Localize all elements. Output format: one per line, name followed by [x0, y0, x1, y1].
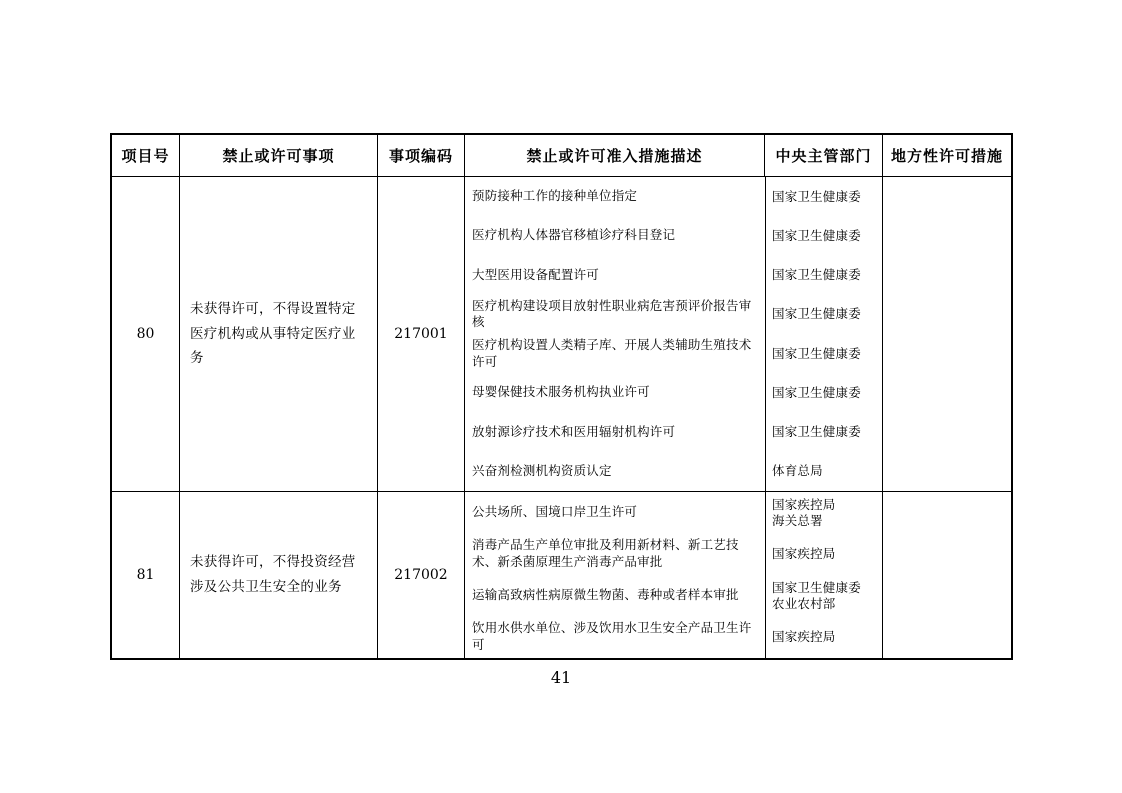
central-department-line: 国家卫生健康委 — [772, 227, 861, 243]
access-measures-table — [110, 133, 1013, 660]
header-central-department: 中央主管部门 — [765, 135, 883, 176]
measure-item — [465, 256, 882, 295]
header-measure-description: 禁止或许可准入措施描述 — [465, 135, 765, 176]
measures-cell — [465, 492, 883, 658]
measure-item — [465, 177, 882, 216]
central-department-line: 国家卫生健康委 — [772, 306, 861, 322]
measure-item — [465, 373, 882, 412]
page-number: 41 — [550, 668, 572, 687]
measure-item — [465, 492, 882, 534]
central-department — [765, 256, 882, 295]
matter-code: 217001 — [378, 177, 465, 491]
header-local-measures: 地方性许可措施 — [890, 147, 1003, 165]
central-department — [765, 413, 882, 452]
central-department-line: 国家卫生健康委 — [772, 345, 861, 361]
item-number: 80 — [112, 177, 180, 491]
central-department — [765, 534, 882, 576]
central-department-line: 国家卫生健康委 — [772, 188, 861, 204]
measure-description: 饮用水供水单位、涉及饮用水卫生安全产品卫生许可 — [472, 620, 752, 653]
central-department — [765, 177, 882, 216]
measure-item — [465, 334, 882, 373]
measure-item — [465, 534, 882, 576]
measure-description: 放射源诊疗技术和医用辐射机构许可 — [472, 423, 676, 439]
table-row — [112, 177, 1011, 492]
measure-item — [465, 575, 882, 617]
measure-description: 消毒产品生产单位审批及利用新材料、新工艺技术、新杀菌原理生产消毒产品审批 — [472, 537, 739, 570]
measure-description: 母婴保健技术服务机构执业许可 — [472, 384, 650, 400]
local-measures-cell — [883, 492, 1011, 658]
table-row — [112, 492, 1011, 658]
measure-description: 兴奋剂检测机构资质认定 — [472, 462, 612, 478]
measure-description: 医疗机构建设项目放射性职业病危害预评价报告审核 — [472, 297, 752, 330]
central-department — [765, 492, 882, 534]
central-department — [765, 452, 882, 491]
measure-description: 医疗机构设置人类精子库、开展人类辅助生殖技术许可 — [472, 336, 752, 369]
header-prohibit-permit-matter: 禁止或许可事项 — [180, 135, 378, 176]
matter-text — [180, 492, 378, 658]
central-department-line: 国家卫生健康委 — [772, 579, 861, 595]
measure-item — [465, 452, 882, 491]
header-item-no: 项目号 — [112, 135, 180, 176]
central-department-line: 国家疾控局 — [772, 629, 836, 645]
central-department-line: 国家卫生健康委 — [772, 267, 861, 282]
matter-text — [180, 177, 378, 491]
measure-description: 公共场所、国境口岸卫生许可 — [472, 504, 638, 520]
central-department — [765, 575, 882, 617]
measure-description: 预防接种工作的接种单位指定 — [472, 188, 638, 204]
central-department-line: 体育总局 — [772, 463, 823, 479]
central-department — [765, 617, 882, 659]
central-department-line: 国家疾控局 — [772, 496, 836, 512]
central-department-line: 国家疾控局 — [772, 546, 836, 562]
central-department — [765, 373, 882, 412]
central-department — [765, 295, 882, 334]
header-matter-code: 事项编码 — [378, 135, 465, 176]
central-department-line: 国家卫生健康委 — [772, 424, 861, 439]
central-department-line: 国家卫生健康委 — [772, 384, 861, 400]
matter-code: 217002 — [378, 492, 465, 658]
central-department — [765, 334, 882, 373]
measure-description: 大型医用设备配置许可 — [472, 266, 600, 282]
measures-cell — [465, 177, 883, 491]
measure-item — [465, 617, 882, 659]
matter-text-label: 未获得许可，不得投资经营涉及公共卫生安全的业务 — [190, 554, 356, 595]
table-body — [112, 177, 1011, 658]
central-department — [765, 216, 882, 255]
table-header-row — [112, 135, 1011, 177]
measure-item — [465, 295, 882, 334]
item-number: 81 — [112, 492, 180, 658]
matter-text-label: 未获得许可，不得设置特定医疗机构或从事特定医疗业务 — [190, 300, 356, 367]
central-department-line: 海关总署 — [772, 512, 823, 528]
measure-item — [465, 216, 882, 255]
measure-description: 医疗机构人体器官移植诊疗科目登记 — [472, 227, 676, 243]
local-measures-cell — [883, 177, 1011, 491]
measure-description: 运输高致病性病原微生物菌、毒种或者样本审批 — [472, 587, 739, 603]
central-department-line: 农业农村部 — [772, 595, 836, 611]
measure-item — [465, 413, 882, 452]
